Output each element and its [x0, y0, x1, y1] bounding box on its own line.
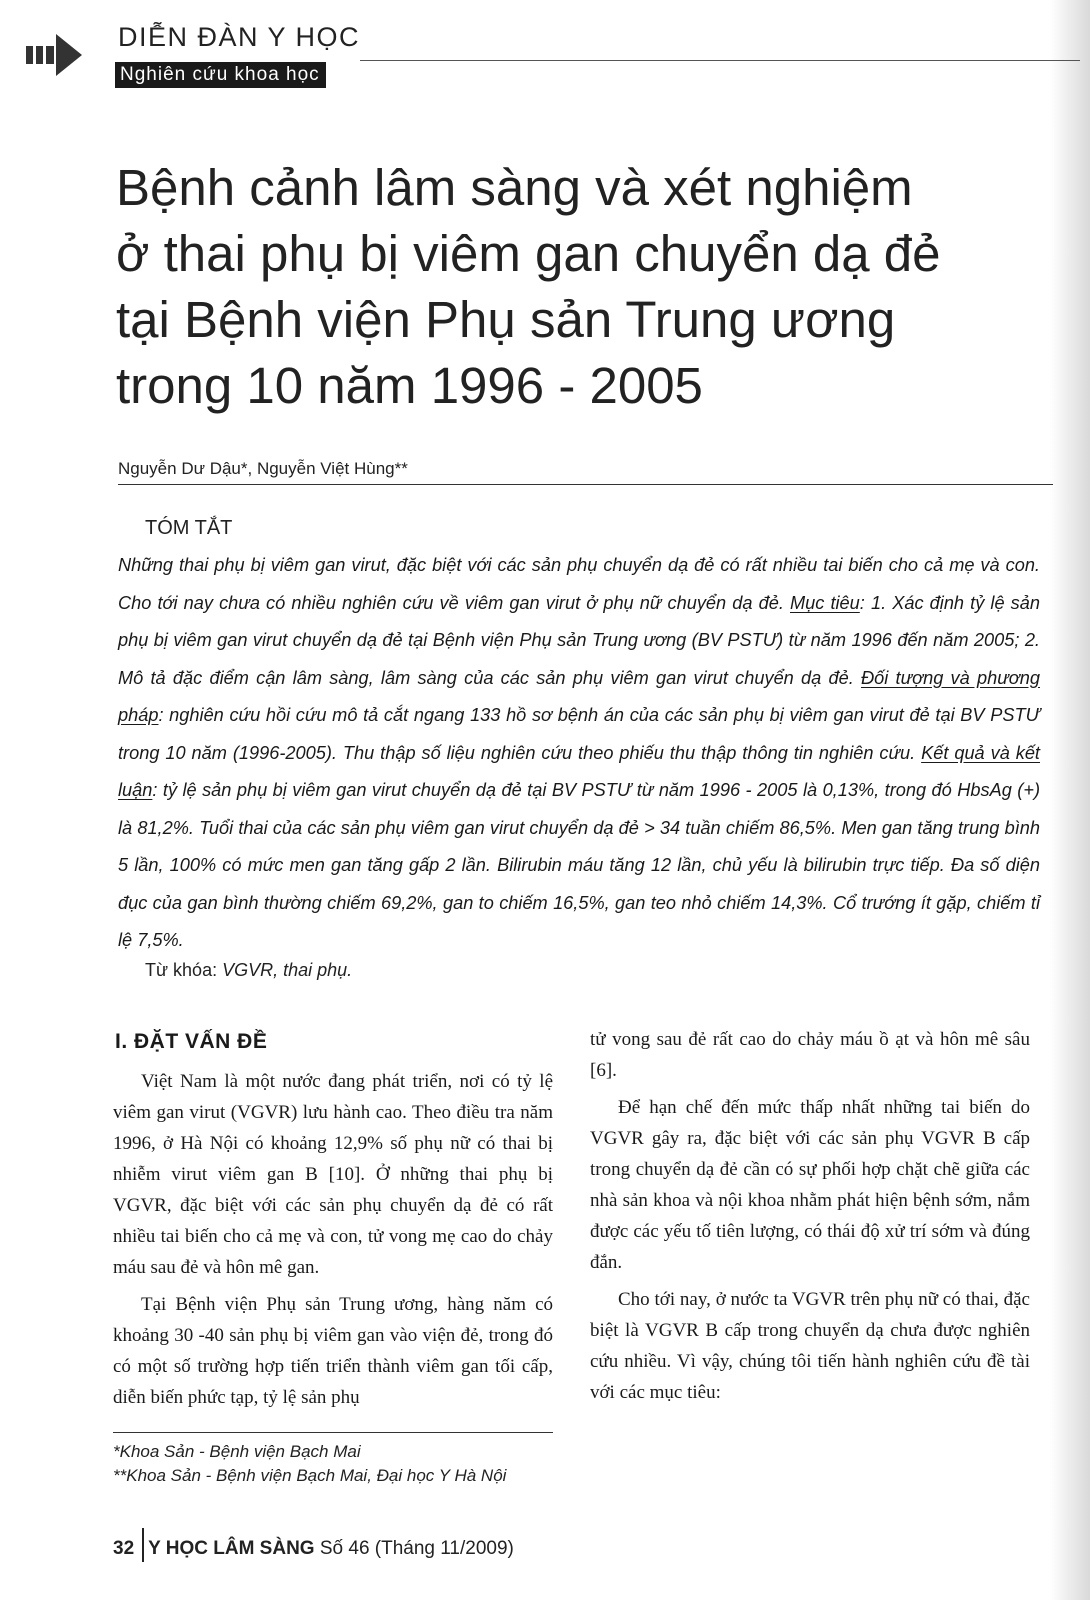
body-paragraph: Cho tới nay, ở nước ta VGVR trên phụ nữ có thai, đặc biệt là VGVR B cấp trong chuyển dạ chưa được nghiên cứu nhiều. Vì vậy, chúng tôi tiến hành nghiên cứu đề tài với các mục tiêu: [590, 1289, 1030, 1403]
right-column [590, 1024, 1030, 1408]
keywords-label: Từ khóa: [145, 960, 223, 980]
page-edge-shadow [1050, 0, 1090, 1600]
header-rule [360, 60, 1080, 61]
article-title [116, 155, 1056, 419]
left-column [113, 1066, 553, 1413]
title-line: tại Bệnh viện Phụ sản Trung ương [116, 291, 896, 348]
abstract-text-4: : tỷ lệ sản phụ bị viêm gan virut chuyển dạ đẻ tại BV PSTƯ từ năm 1996 - 2005 là 0,13%, trong đó HbsAg (+) là 81,2%. Tuổi thai của các sản phụ viêm gan virut chuyển dạ đẻ > 34 tuần chiếm 86,5%. Men gan tăng trung bình 5 lần, 100% có mức men gan tăng gấp 2 lần. Bilirubin máu tăng 12 lần, chủ yếu là bilirubin trực tiếp. Đa số diện đục của gan bình thường chiếm 69,2%, gan to chiếm 16,5%, gan teo nhỏ chiếm 14,3%. Cổ trướng ít gặp, chiếm tỉ lệ 7,5%. [118, 780, 1040, 950]
authors: Nguyễn Dư Dậu*, Nguyễn Việt Hùng** [118, 459, 408, 478]
abstract-text-2: : 1. Xác định tỷ lệ sản phụ bị viêm gan virut chuyển dạ đẻ tại Bệnh viện Phụ sản Trung ương (BV PSTƯ) từ năm 1996 đến năm 2005; 2. Mô tả đặc điểm cận lâm sàng, lâm sàng của các sản phụ viêm gan virut chuyển dạ đẻ. [118, 592, 1040, 688]
abstract-text [118, 547, 1040, 960]
title-line: Bệnh cảnh lâm sàng và xét nghiệm [116, 159, 913, 216]
page-number: 32 [113, 1538, 135, 1559]
section-heading-introduction: I. ĐẶT VẤN ĐỀ [115, 1030, 268, 1053]
abstract-text-1: Những thai phụ bị viêm gan virut, đặc biệt với các sản phụ chuyển dạ đẻ có rất nhiều tai biến cho cả mẹ và con. Cho tới nay chưa có nhiều nghiên cứu về viêm gan virut ở phụ nữ chuyển dạ đẻ. [118, 555, 1040, 613]
abstract-label-method: Đối tượng và phương pháp [118, 667, 1040, 725]
journal-issue: Số 46 (Tháng 11/2009) [314, 1538, 514, 1559]
right-arrow-icon [26, 30, 84, 80]
section-title: DIỄN ĐÀN Y HỌC [118, 22, 361, 52]
footer-divider [142, 1528, 144, 1562]
title-line: ở thai phụ bị viêm gan chuyển dạ đẻ [116, 225, 941, 282]
body-paragraph: tử vong sau đẻ rất cao do chảy máu ồ ạt và hôn mê sâu [6]. [590, 1029, 1030, 1081]
abstract-text-3: : nghiên cứu hồi cứu mô tả cắt ngang 133 hồ sơ bệnh án của các sản phụ bị viêm gan virut đẻ tại BV PSTƯ trong 10 năm (1996-2005). Thu thập số liệu nghiên cứu theo phiếu thu thập thông tin nghiên cứu. [118, 705, 1040, 763]
subsection-label: Nghiên cứu khoa học [115, 62, 326, 88]
journal-name: Y HỌC LÂM SÀNG [148, 1538, 315, 1559]
author-rule [118, 484, 1053, 485]
body-paragraph: Tại Bệnh viện Phụ sản Trung ương, hàng năm có khoảng 30 -40 sản phụ bị viêm gan vào viện đẻ, trong đó có một số trường hợp tiến triển thành viêm gan tối cấp, diễn biến phức tạp, tỷ lệ sản phụ [113, 1294, 553, 1408]
footnote: *Khoa Sản - Bệnh viện Bạch Mai [113, 1442, 361, 1461]
body-paragraph: Việt Nam là một nước đang phát triển, nơi có tỷ lệ viêm gan virut (VGVR) lưu hành cao. Theo điều tra năm 1996, ở Hà Nội có khoảng 12,9% số phụ nữ có thai bị nhiễm virut viêm gan B [10]. Ở những thai phụ bị VGVR, đặc biệt với các sản phụ chuyển dạ đẻ có rất nhiều tai biến cho cả mẹ và con, tử vong mẹ cao do chảy máu sau đẻ và hôn mê gan. [113, 1071, 553, 1278]
abstract-heading: TÓM TẮT [145, 517, 233, 539]
page-footer [113, 1528, 514, 1562]
footnote-rule [113, 1432, 553, 1433]
abstract-label-result: Kết quả và kết luận [118, 742, 1040, 800]
footnote: **Khoa Sản - Bệnh viện Bạch Mai, Đại học Y Hà Nội [113, 1466, 507, 1485]
keywords [145, 960, 352, 981]
body-paragraph: Để hạn chế đến mức thấp nhất những tai biến do VGVR gây ra, đặc biệt với các sản phụ VGVR B cấp trong chuyển dạ đẻ cần có sự phối hợp chặt chẽ giữa các nhà sản khoa và nội khoa nhằm phát hiện bệnh sớm, nắm được các yếu tố tiên lượng, có thái độ xử trí sớm và đúng đắn. [590, 1097, 1030, 1273]
abstract-label-objective: Mục tiêu [790, 592, 860, 613]
keywords-value: VGVR, thai phụ. [222, 960, 353, 980]
title-line: trong 10 năm 1996 - 2005 [116, 357, 703, 414]
